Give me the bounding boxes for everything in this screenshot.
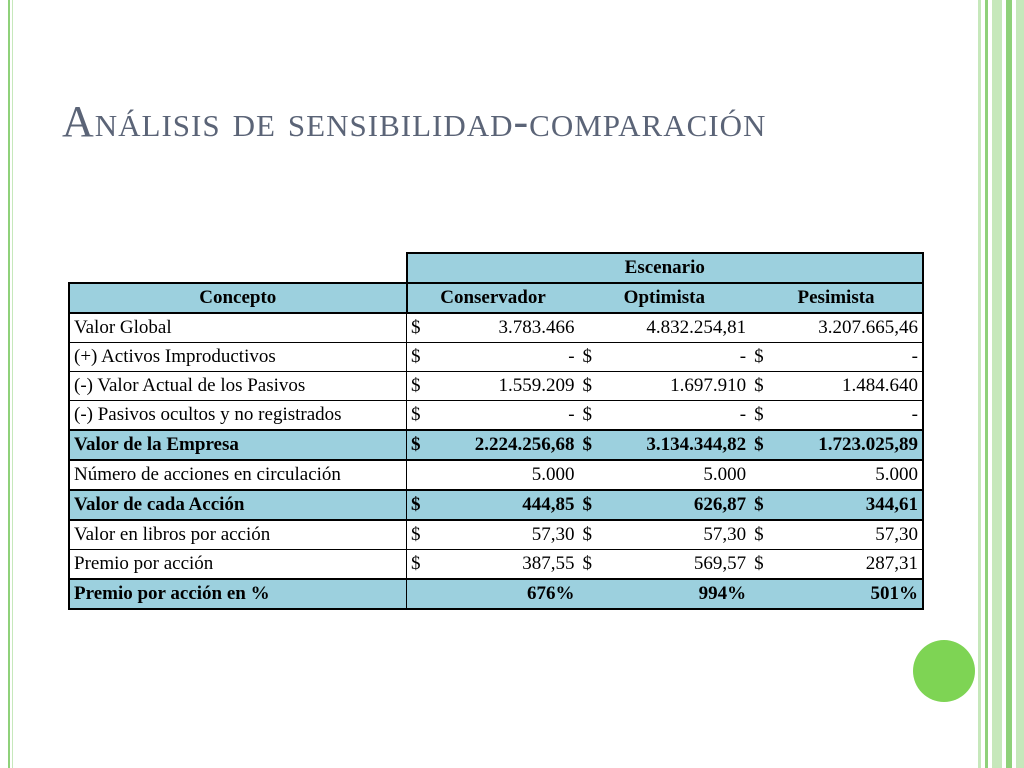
value-pesimista: 344,61 <box>776 490 923 520</box>
currency-symbol <box>579 460 605 490</box>
currency-symbol: $ <box>579 372 605 401</box>
value-optimista: 626,87 <box>605 490 751 520</box>
currency-symbol: $ <box>407 401 434 431</box>
value-conservador: 3.783.466 <box>433 313 579 343</box>
currency-symbol: $ <box>579 430 605 460</box>
slide-title: Análisis de sensibilidad-comparación <box>62 97 767 146</box>
value-optimista: - <box>605 401 751 431</box>
row-concept: Premio por acción en % <box>69 579 407 609</box>
col-header-pesimista: Pesimista <box>750 283 923 313</box>
currency-symbol: $ <box>750 343 776 372</box>
row-concept: Valor Global <box>69 313 407 343</box>
value-conservador: 387,55 <box>433 550 579 580</box>
currency-symbol: $ <box>579 520 605 550</box>
value-conservador: 2.224.256,68 <box>433 430 579 460</box>
value-pesimista: 5.000 <box>776 460 923 490</box>
value-optimista: 5.000 <box>605 460 751 490</box>
value-conservador: 444,85 <box>433 490 579 520</box>
currency-symbol <box>579 579 605 609</box>
value-optimista: 57,30 <box>605 520 751 550</box>
left-accent-line-thin <box>12 0 13 768</box>
col-header-optimista: Optimista <box>579 283 751 313</box>
currency-symbol <box>407 460 434 490</box>
value-optimista: 4.832.254,81 <box>605 313 751 343</box>
table-row <box>69 490 923 520</box>
table-row <box>69 579 923 609</box>
scenario-header-row <box>69 253 923 283</box>
value-optimista: 569,57 <box>605 550 751 580</box>
value-conservador: 57,30 <box>433 520 579 550</box>
value-optimista: 994% <box>605 579 751 609</box>
value-optimista: 1.697.910 <box>605 372 751 401</box>
scenario-header: Escenario <box>407 253 924 283</box>
currency-symbol: $ <box>407 313 434 343</box>
currency-symbol <box>750 579 776 609</box>
table-row <box>69 313 923 343</box>
table-row <box>69 520 923 550</box>
value-conservador: 5.000 <box>433 460 579 490</box>
left-accent-line <box>8 0 10 768</box>
value-conservador: - <box>433 401 579 431</box>
currency-symbol: $ <box>750 430 776 460</box>
value-optimista: 3.134.344,82 <box>605 430 751 460</box>
table-row <box>69 372 923 401</box>
table-row <box>69 460 923 490</box>
value-pesimista: 1.484.640 <box>776 372 923 401</box>
row-concept: Premio por acción <box>69 550 407 580</box>
currency-symbol <box>407 579 434 609</box>
sensitivity-table <box>68 252 924 610</box>
value-conservador: 676% <box>433 579 579 609</box>
currency-symbol: $ <box>579 490 605 520</box>
row-concept: (+) Activos Improductivos <box>69 343 407 372</box>
currency-symbol: $ <box>407 550 434 580</box>
value-pesimista: 3.207.665,46 <box>776 313 923 343</box>
currency-symbol: $ <box>407 430 434 460</box>
value-conservador: 1.559.209 <box>433 372 579 401</box>
col-header-concept: Concepto <box>69 283 407 313</box>
row-concept: (-) Valor Actual de los Pasivos <box>69 372 407 401</box>
currency-symbol: $ <box>750 372 776 401</box>
currency-symbol: $ <box>579 343 605 372</box>
currency-symbol: $ <box>407 520 434 550</box>
currency-symbol: $ <box>750 550 776 580</box>
value-pesimista: 501% <box>776 579 923 609</box>
currency-symbol: $ <box>579 401 605 431</box>
currency-symbol: $ <box>750 490 776 520</box>
value-pesimista: 57,30 <box>776 520 923 550</box>
column-header-row <box>69 283 923 313</box>
table-row <box>69 401 923 431</box>
table-row <box>69 430 923 460</box>
value-pesimista: 1.723.025,89 <box>776 430 923 460</box>
currency-symbol: $ <box>750 520 776 550</box>
blank-cell <box>69 253 407 283</box>
green-circle-decoration <box>913 640 975 702</box>
currency-symbol: $ <box>407 490 434 520</box>
value-pesimista: - <box>776 401 923 431</box>
table-row <box>69 343 923 372</box>
row-concept: Valor de la Empresa <box>69 430 407 460</box>
currency-symbol <box>750 313 776 343</box>
row-concept: Número de acciones en circulación <box>69 460 407 490</box>
value-conservador: - <box>433 343 579 372</box>
row-concept: Valor en libros por acción <box>69 520 407 550</box>
row-concept: Valor de cada Acción <box>69 490 407 520</box>
right-stripe-border <box>978 0 1024 768</box>
currency-symbol <box>750 460 776 490</box>
col-header-conservador: Conservador <box>407 283 579 313</box>
currency-symbol: $ <box>579 550 605 580</box>
currency-symbol: $ <box>750 401 776 431</box>
currency-symbol: $ <box>407 343 434 372</box>
value-pesimista: - <box>776 343 923 372</box>
currency-symbol <box>579 313 605 343</box>
currency-symbol: $ <box>407 372 434 401</box>
table-row <box>69 550 923 580</box>
row-concept: (-) Pasivos ocultos y no registrados <box>69 401 407 431</box>
value-pesimista: 287,31 <box>776 550 923 580</box>
value-optimista: - <box>605 343 751 372</box>
